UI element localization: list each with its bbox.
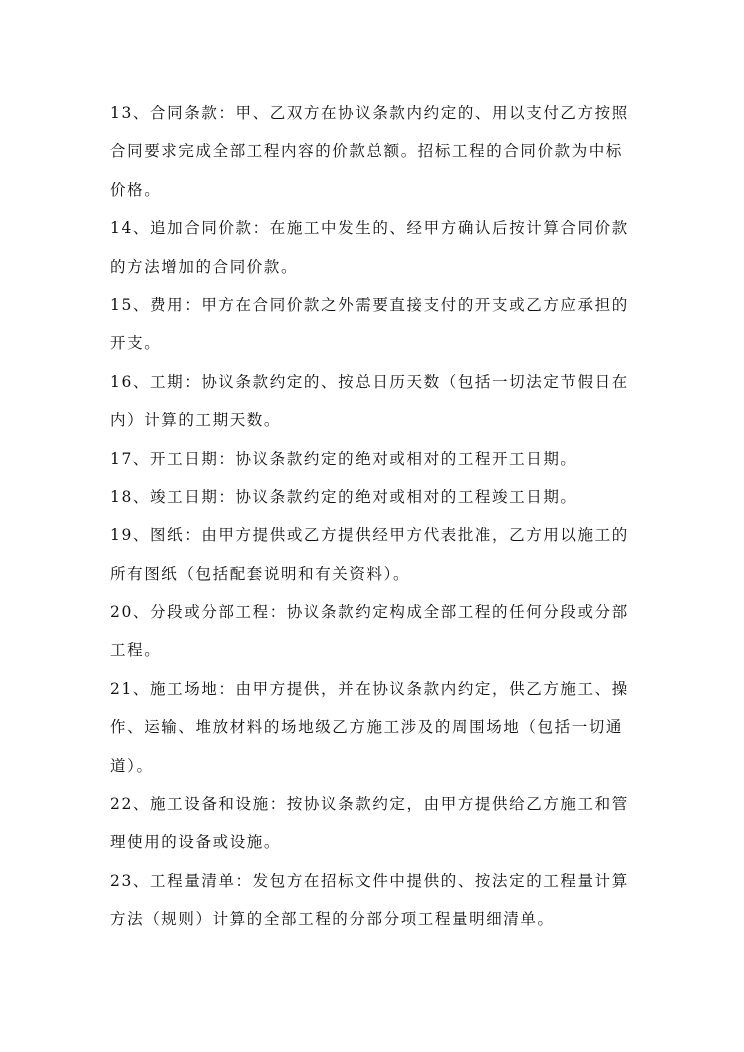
clause-21-line-2: 作、运输、堆放材料的场地级乙方施工涉及的周围场地（包括一切通: [110, 718, 624, 737]
clause-13: [110, 94, 638, 209]
clause-21: [110, 670, 638, 785]
clause-19-line-2: 所有图纸（包括配套说明和有关资料）。: [110, 564, 411, 583]
clause-20: [110, 593, 638, 670]
clause-13-line-2: 合同要求完成全部工程内容的价款总额。招标工程的合同价款为中标: [110, 142, 624, 161]
clause-23-line-2: 方法（规则）计算的全部工程的分部分项工程量明细清单。: [110, 910, 555, 929]
clause-14-line-1: 14、追加合同价款：在施工中发生的、经甲方确认后按计算合同价款: [110, 219, 629, 238]
clause-23-line-1: 23、工程量清单：发包方在招标文件中提供的、按法定的工程量计算: [110, 871, 629, 890]
clause-13-line-3: 价格。: [110, 180, 162, 199]
clause-17-line-1: 17、开工日期：协议条款约定的绝对或相对的工程开工日期。: [110, 449, 578, 468]
clause-16: [110, 363, 638, 440]
clause-22-line-1: 22、施工设备和设施：按协议条款约定，由甲方提供给乙方施工和管: [110, 795, 629, 814]
clause-20-line-2: 工程。: [110, 641, 162, 660]
clause-21-line-3: 道）。: [110, 756, 154, 775]
clause-14: [110, 209, 638, 286]
clause-23: [110, 862, 638, 939]
clause-17: [110, 440, 638, 478]
clause-22: [110, 785, 638, 862]
clause-15: [110, 286, 638, 363]
clause-16-line-2: 内）计算的工期天数。: [110, 411, 282, 430]
clause-15-line-2: 开支。: [110, 334, 162, 353]
clause-18: [110, 478, 638, 516]
clause-21-line-1: 21、施工场地：由甲方提供，并在协议条款内约定，供乙方施工、操: [110, 679, 629, 698]
clause-20-line-1: 20、分段或分部工程：协议条款约定构成全部工程的任何分段或分部: [110, 603, 629, 622]
clause-15-line-1: 15、费用：甲方在合同价款之外需要直接支付的开支或乙方应承担的: [110, 295, 629, 314]
clause-13-line-1: 13、合同条款：甲、乙双方在协议条款内约定的、用以支付乙方按照: [110, 104, 629, 122]
clause-22-line-2: 理使用的设备或设施。: [110, 833, 282, 852]
clause-16-line-1: 16、工期：协议条款约定的、按总日历天数（包括一切法定节假日在: [110, 372, 629, 391]
clause-18-line-1: 18、竣工日期：协议条款约定的绝对或相对的工程竣工日期。: [110, 487, 578, 506]
document-body: [110, 94, 638, 939]
clause-19-line-1: 19、图纸：由甲方提供或乙方提供经甲方代表批准，乙方用以施工的: [110, 526, 629, 545]
clause-14-line-2: 的方法增加的合同价款。: [110, 257, 299, 276]
clause-19: [110, 516, 638, 593]
